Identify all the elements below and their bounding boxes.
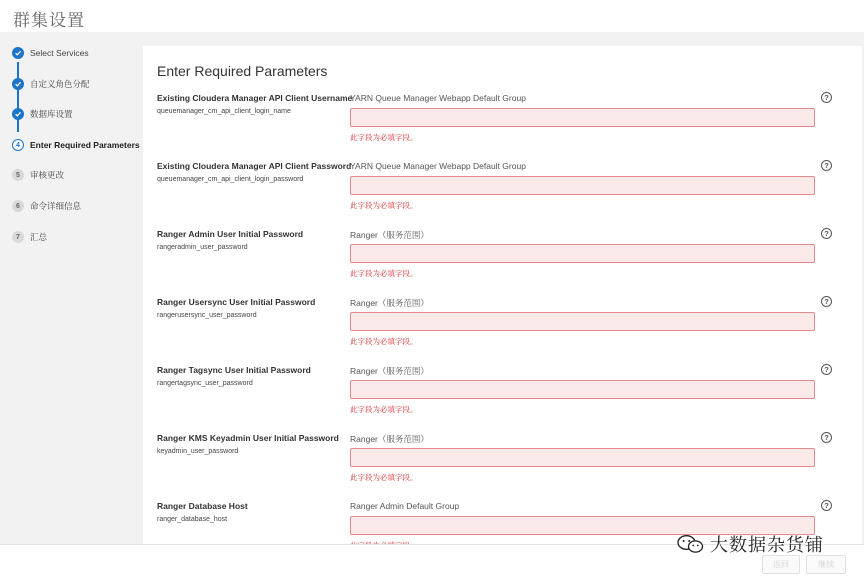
step-command-details bbox=[12, 196, 81, 216]
param-group: YARN Queue Manager Webapp Default Group bbox=[350, 161, 526, 171]
step-enter-required-parameters[interactable] bbox=[12, 135, 140, 155]
required-error: 此字段为必填字段。 bbox=[350, 269, 418, 278]
step-label: 汇总 bbox=[30, 232, 48, 242]
ranger-admin-password-input[interactable] bbox=[350, 244, 815, 263]
param-key: rangerusersync_user_password bbox=[157, 312, 257, 319]
required-error: 此字段为必填字段。 bbox=[350, 201, 418, 210]
param-key: rangertagsync_user_password bbox=[157, 380, 253, 387]
step-label: Select Services bbox=[30, 48, 89, 58]
param-name: Ranger Tagsync User Initial Password bbox=[157, 365, 311, 375]
required-error: 此字段为必填字段。 bbox=[350, 133, 418, 142]
back-button[interactable]: 返回 bbox=[762, 555, 800, 574]
ranger-usersync-password-input[interactable] bbox=[350, 312, 815, 331]
step-role-assignment[interactable] bbox=[12, 74, 90, 94]
step-number-badge: 5 bbox=[12, 169, 24, 181]
step-label: Enter Required Parameters bbox=[30, 140, 140, 150]
param-key: queuemanager_cm_api_client_login_password bbox=[157, 176, 304, 183]
step-label: 自定义角色分配 bbox=[30, 79, 90, 89]
step-summary bbox=[12, 227, 47, 247]
param-api-client-username bbox=[143, 93, 862, 161]
param-key: queuemanager_cm_api_client_login_name bbox=[157, 108, 291, 115]
step-number-badge: 7 bbox=[12, 231, 24, 243]
param-name: Ranger KMS Keyadmin User Initial Password bbox=[157, 433, 339, 443]
param-name: Existing Cloudera Manager API Client Password bbox=[157, 161, 352, 171]
header-bar bbox=[0, 0, 864, 32]
param-key: rangeradmin_user_password bbox=[157, 244, 248, 251]
check-circle-icon bbox=[12, 47, 24, 59]
api-client-username-input[interactable] bbox=[350, 108, 815, 127]
param-group: YARN Queue Manager Webapp Default Group bbox=[350, 93, 526, 103]
param-ranger-usersync-password bbox=[143, 297, 862, 365]
help-icon[interactable]: ? bbox=[821, 228, 832, 239]
required-error: 此字段为必填字段。 bbox=[350, 405, 418, 414]
param-name: Ranger Admin User Initial Password bbox=[157, 229, 304, 239]
param-ranger-tagsync-password bbox=[143, 365, 862, 433]
check-circle-icon bbox=[12, 108, 24, 120]
param-ranger-admin-password bbox=[143, 229, 862, 297]
page-title: 群集设置 bbox=[13, 11, 85, 30]
check-circle-icon bbox=[12, 78, 24, 90]
wechat-logo-icon bbox=[676, 534, 704, 554]
watermark bbox=[676, 531, 824, 557]
param-api-client-password bbox=[143, 161, 862, 229]
ranger-kms-keyadmin-password-input[interactable] bbox=[350, 448, 815, 467]
param-name: Ranger Database Host bbox=[157, 501, 248, 511]
step-label: 命令详细信息 bbox=[30, 201, 82, 211]
help-icon[interactable]: ? bbox=[821, 160, 832, 171]
wizard-steps-sidebar bbox=[0, 32, 143, 544]
continue-button[interactable]: 继续 bbox=[806, 555, 846, 574]
param-group: Ranger Admin Default Group bbox=[350, 501, 460, 511]
help-icon[interactable]: ? bbox=[821, 92, 832, 103]
param-key: ranger_database_host bbox=[157, 516, 228, 523]
required-error: 此字段为必填字段。 bbox=[350, 473, 418, 482]
param-group: Ranger（服务范围） bbox=[350, 434, 429, 444]
required-error: 此字段为必填字段。 bbox=[350, 337, 418, 346]
section-title: Enter Required Parameters bbox=[157, 63, 328, 79]
main-panel bbox=[143, 46, 862, 546]
help-icon[interactable]: ? bbox=[821, 296, 832, 307]
param-group: Ranger（服务范围） bbox=[350, 298, 429, 308]
param-group: Ranger（服务范围） bbox=[350, 230, 429, 240]
help-icon[interactable]: ? bbox=[821, 432, 832, 443]
step-number-badge: 6 bbox=[12, 200, 24, 212]
param-name: Ranger Usersync User Initial Password bbox=[157, 297, 316, 307]
step-review-changes bbox=[12, 165, 64, 185]
step-database-setup[interactable] bbox=[12, 104, 73, 124]
step-number-badge: 4 bbox=[12, 139, 24, 151]
ranger-tagsync-password-input[interactable] bbox=[350, 380, 815, 399]
step-label: 数据库设置 bbox=[30, 109, 73, 119]
param-group: Ranger（服务范围） bbox=[350, 366, 429, 376]
step-label: 审核更改 bbox=[30, 170, 65, 180]
help-icon[interactable]: ? bbox=[821, 500, 832, 511]
step-select-services[interactable] bbox=[12, 43, 89, 63]
param-key: keyadmin_user_password bbox=[157, 448, 239, 455]
watermark-text: 大数据杂货铺 bbox=[710, 535, 824, 556]
help-icon[interactable]: ? bbox=[821, 364, 832, 375]
api-client-password-input[interactable] bbox=[350, 176, 815, 195]
param-ranger-kms-keyadmin-password bbox=[143, 433, 862, 501]
param-name: Existing Cloudera Manager API Client Username bbox=[157, 93, 353, 103]
